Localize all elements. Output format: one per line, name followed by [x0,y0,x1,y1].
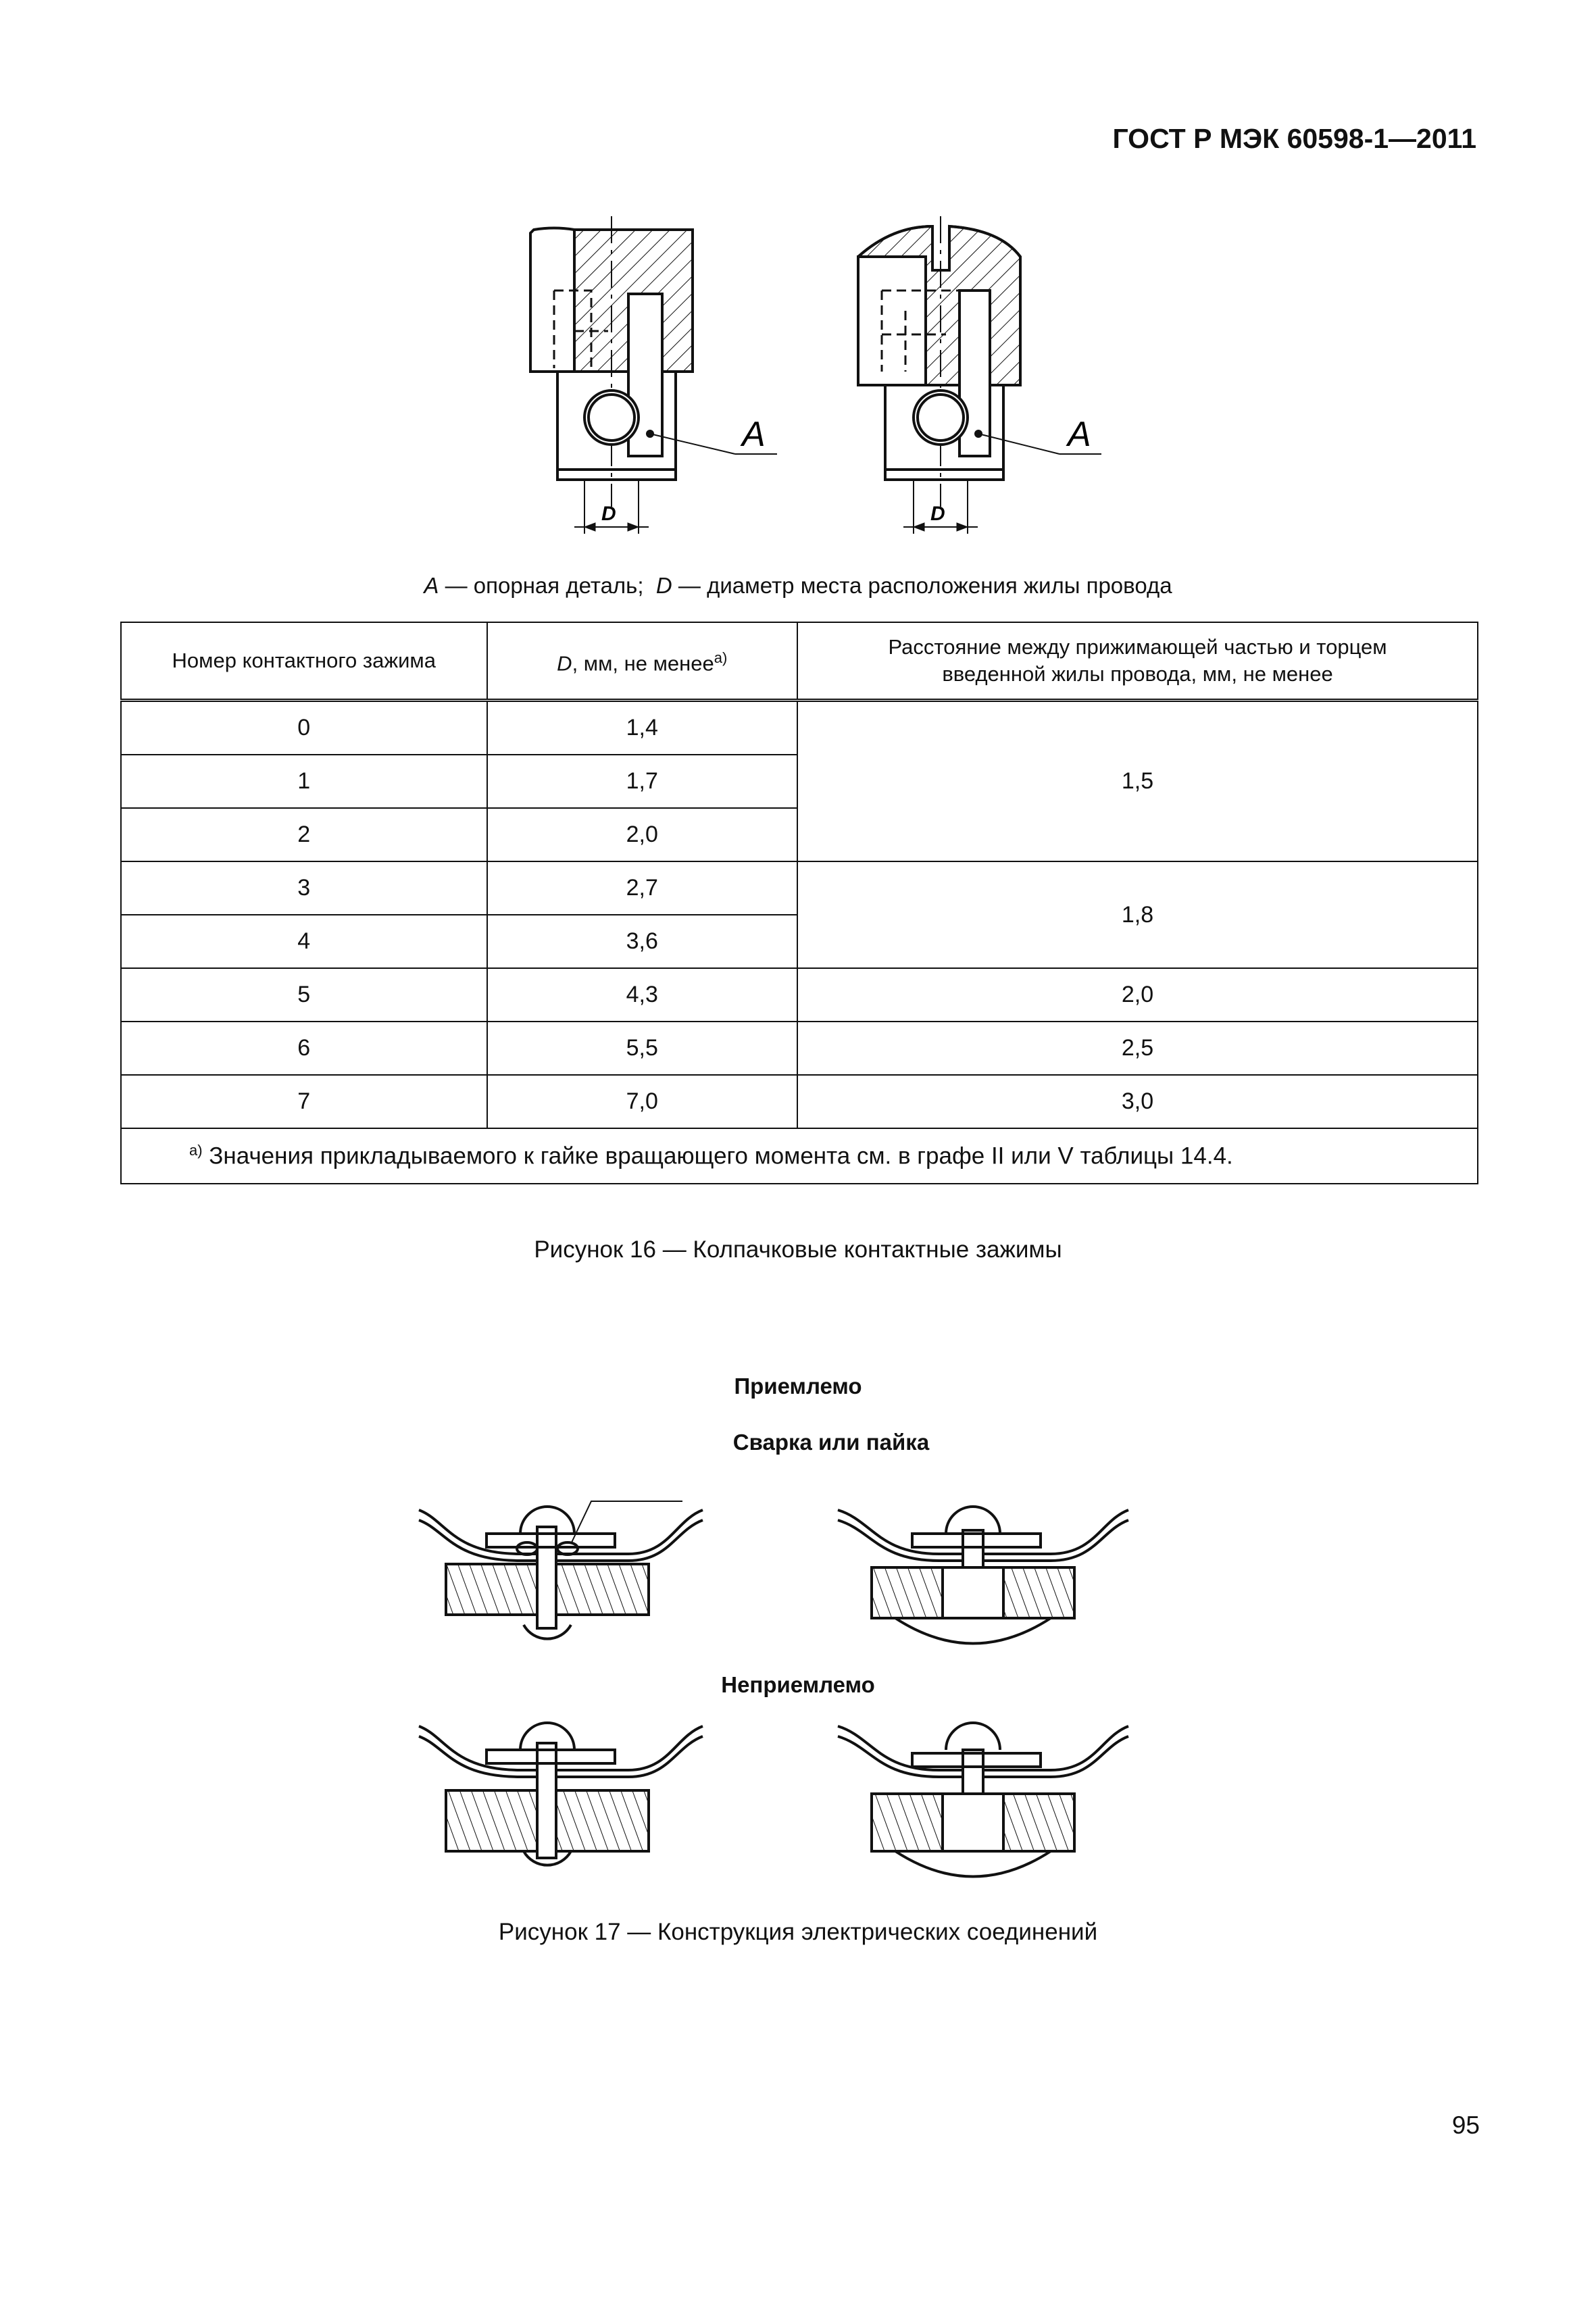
footnote-mark: а) [189,1142,203,1159]
cell-diameter: 2,0 [487,808,798,861]
header-distance [797,622,1478,701]
page-number: 95 [1451,2111,1480,2139]
table-row [121,1075,1478,1128]
cell-diameter: 1,7 [487,755,798,808]
footnote-text: Значения прикладываемого к гайке вращающего момента см. в графе II или V таблицы 14.4. [202,1142,1233,1169]
acceptable-label: Приемлемо [734,1374,862,1399]
cell-diameter: 3,6 [487,915,798,968]
left-terminal [530,216,777,534]
cell-terminal-number: 7 [121,1075,487,1128]
table-footnote-row [121,1128,1478,1184]
header-distance-line1: Расстояние между прижимающей частью и торцем [888,635,1387,659]
label-a-left: A [742,415,766,454]
header-diameter-text: , мм, не менее [572,651,714,676]
legend-a-symbol: A [424,573,439,598]
document-code: ГОСТ Р МЭК 60598-1—2011 [1112,123,1476,154]
header-diameter-footnote-mark: а) [714,649,728,666]
cell-distance: 2,5 [797,1022,1478,1075]
label-d-right: D [930,503,945,525]
table-footnote [121,1128,1478,1184]
figure-16-drawing [473,203,1122,554]
cell-diameter: 2,7 [487,861,798,915]
unacceptable-label: Неприемлемо [721,1672,875,1697]
header-diameter-symbol: D [557,651,572,676]
cell-terminal-number: 5 [121,968,487,1022]
cell-terminal-number: 2 [121,808,487,861]
table-row [121,1022,1478,1075]
cell-distance: 1,8 [797,861,1478,968]
header-distance-line2: введенной жилы провода, мм, не менее [942,662,1333,686]
label-d-left: D [601,503,616,525]
label-a-right: A [1068,415,1091,454]
cell-diameter: 7,0 [487,1075,798,1128]
terminal-dimensions-table [120,622,1478,1184]
legend-d-text: — диаметр места расположения жилы провода [672,573,1172,598]
cell-terminal-number: 4 [121,915,487,968]
figure-16-legend [0,573,1596,599]
legend-d-symbol: D [655,573,672,598]
figure-17-drawing [405,1453,1203,1898]
header-diameter [487,622,798,701]
cell-terminal-number: 3 [121,861,487,915]
cell-terminal-number: 1 [121,755,487,808]
cell-terminal-number: 6 [121,1022,487,1075]
unacceptable-rivet-solid [419,1723,703,1865]
weld-solder-label: Сварка или пайка [732,1430,930,1455]
table-row [121,701,1478,755]
acceptable-rivet-welded [419,1501,703,1639]
acceptable-rivet-hollow [838,1507,1128,1644]
cell-diameter: 1,4 [487,701,798,755]
table-row [121,861,1478,915]
cell-distance: 2,0 [797,968,1478,1022]
right-terminal [858,216,1101,534]
figure-17-caption: Рисунок 17 — Конструкция электрических соединений [498,1919,1098,1945]
cell-distance: 1,5 [797,701,1478,862]
cell-diameter: 5,5 [487,1022,798,1075]
cell-diameter: 4,3 [487,968,798,1022]
legend-a-text: — опорная деталь; [439,573,656,598]
cell-terminal-number: 0 [121,701,487,755]
figure-16-caption: Рисунок 16 — Колпачковые контактные зажимы [534,1236,1062,1263]
table-row [121,968,1478,1022]
header-terminal-number: Номер контактного зажима [121,622,487,701]
table-header-row [121,622,1478,701]
cell-distance: 3,0 [797,1075,1478,1128]
unacceptable-rivet-hollow [838,1723,1128,1877]
